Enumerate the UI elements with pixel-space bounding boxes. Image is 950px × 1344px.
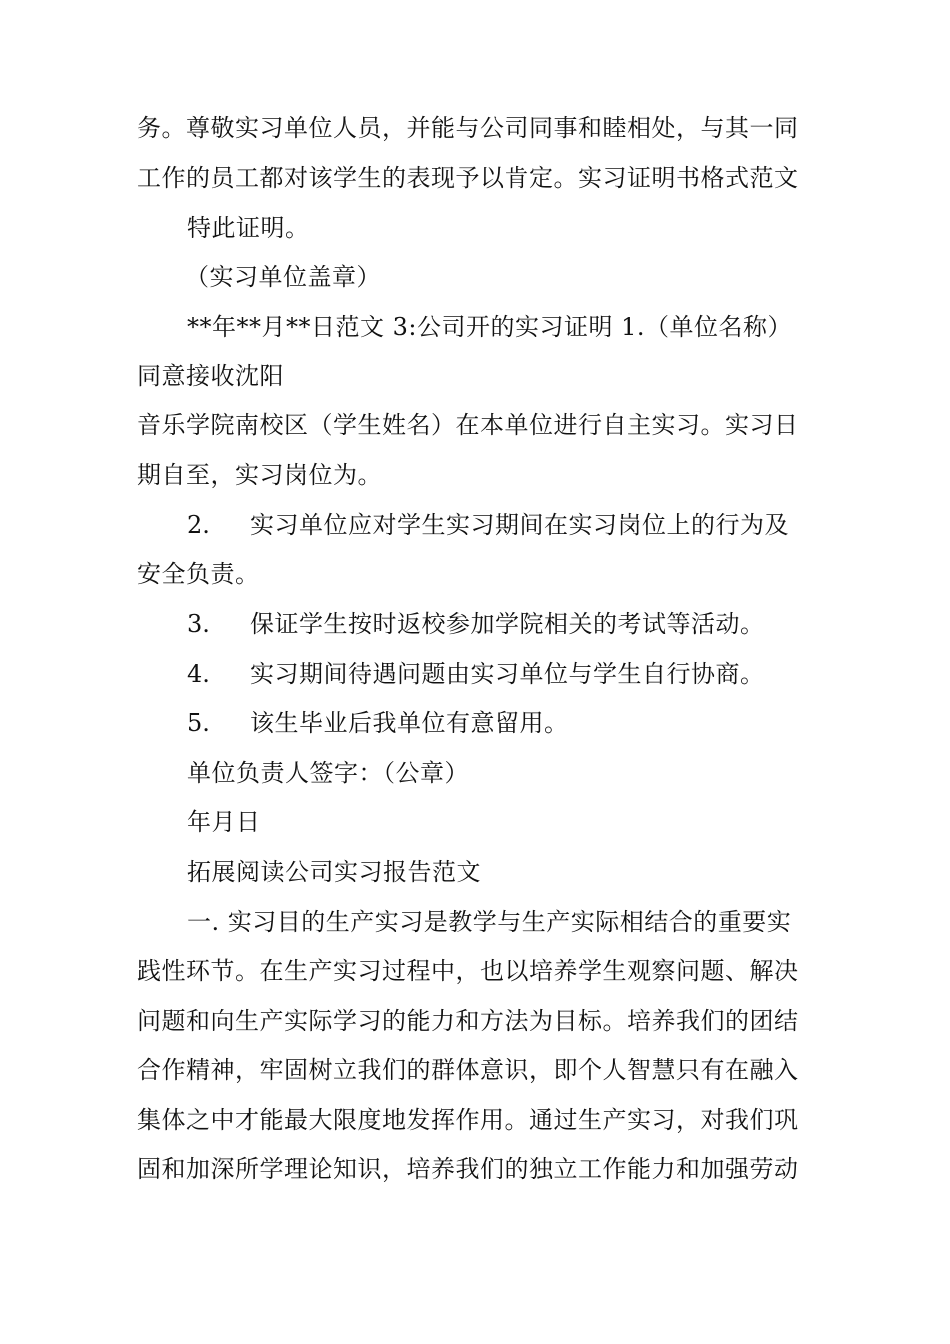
seal-line: （实习单位盖章） [185,263,381,291]
certification-line: 特此证明。 [187,214,310,242]
section-title: 拓展阅读公司实习报告范文 [187,858,481,886]
list-text: 保证学生按时返校参加学院相关的考试等活动。 [250,610,765,638]
list-number: 5. [187,709,210,737]
paragraph-line: 合作精神，牢固树立我们的群体意识，即个人智慧只有在融入 [137,1056,799,1084]
paragraph-line: 践性环节。在生产实习过程中，也以培养学生观察问题、解决 [137,957,799,985]
paragraph-line: 固和加深所学理论知识，培养我们的独立工作能力和加强劳动 [137,1155,799,1183]
paragraph-line: 期自至，实习岗位为。 [137,461,382,489]
list-text: 实习期间待遇问题由实习单位与学生自行协商。 [250,660,765,688]
list-text: 该生毕业后我单位有意留用。 [250,709,569,737]
date-line: 年月日 [187,808,261,836]
list-number: 4. [187,660,210,688]
list-number: 3. [187,610,210,638]
paragraph-line: 一. 实习目的生产实习是教学与生产实际相结合的重要实 [187,908,792,936]
paragraph-line: 务。尊敬实习单位人员，并能与公司同事和睦相处，与其一同 [137,114,799,142]
signature-line: 单位负责人签字：（公章） [187,759,469,787]
paragraph-line: 安全负责。 [137,560,260,588]
paragraph-line: 工作的员工都对该学生的表现予以肯定。实习证明书格式范文 [137,164,799,192]
paragraph-line: 同意接收沈阳 [137,362,284,390]
list-text: 实习单位应对学生实习期间在实习岗位上的行为及 [250,511,789,539]
paragraph-line: 问题和向生产实际学习的能力和方法为目标。培养我们的团结 [137,1007,799,1035]
paragraph-line: 集体之中才能最大限度地发挥作用。通过生产实习，对我们巩 [137,1106,799,1134]
list-number: 2. [187,511,210,539]
paragraph-line: 音乐学院南校区（学生姓名）在本单位进行自主实习。实习日 [137,411,799,439]
date-sample-heading: **年**月**日范文 3:公司开的实习证明 1.（单位名称） [187,313,793,341]
